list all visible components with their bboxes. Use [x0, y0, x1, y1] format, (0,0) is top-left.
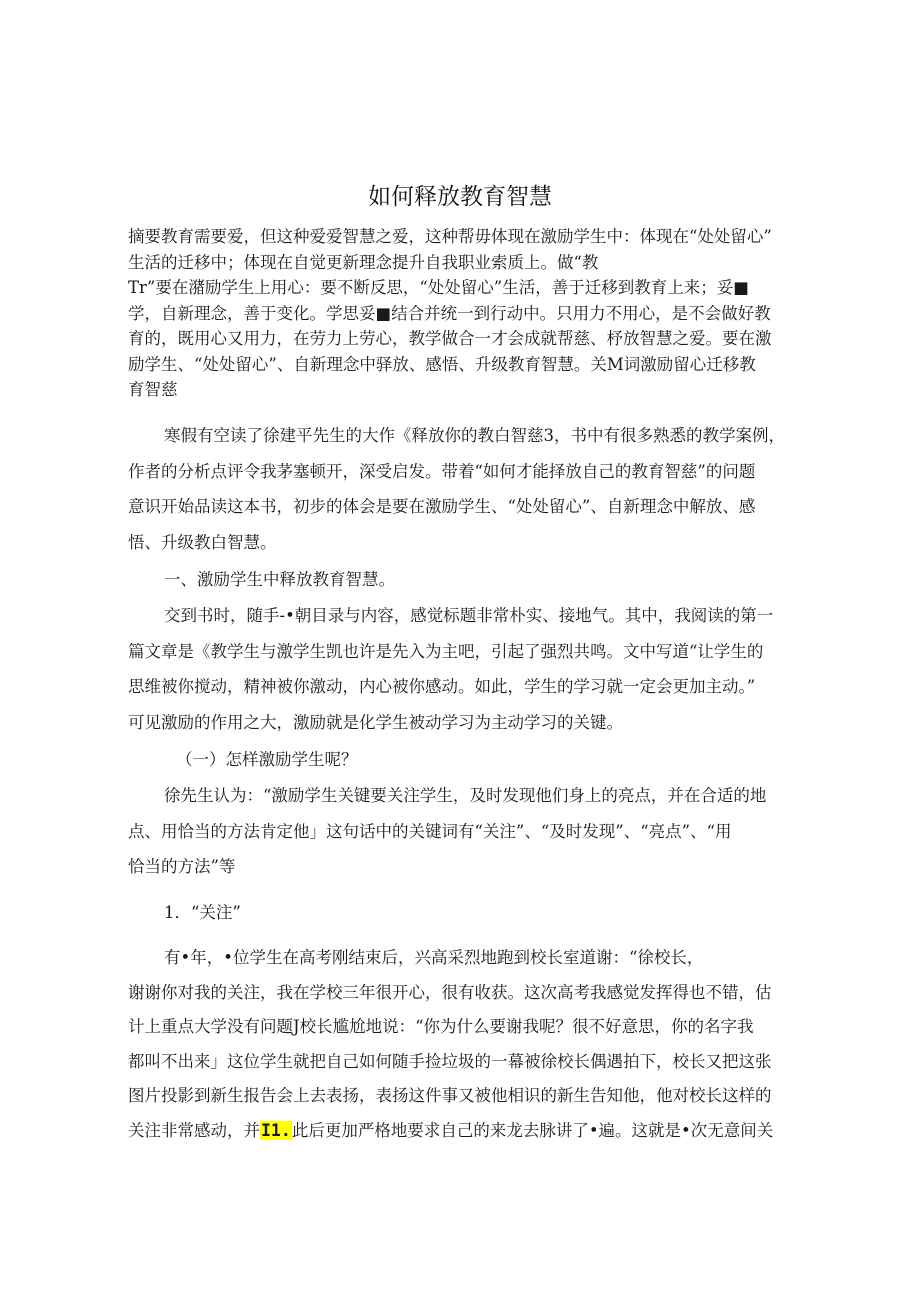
story-line: 谢谢你对我的关注，我在学校三年很开心，很有收获。这次高考我感觉发挥得也不错，估 [128, 982, 772, 1002]
story-line-end: 此后更加严格地要求自己的来龙去脉讲了•遍。这就是•次无意间关 [291, 1120, 774, 1140]
quote-paragraph [128, 778, 794, 885]
item-heading [128, 895, 794, 931]
abstract-line: 育智慈 [128, 380, 178, 399]
abstract-paragraph [128, 224, 794, 403]
section-line: 可见激励的作用之大，激励就是化学生被动学习为主动学习的关键。 [128, 712, 623, 732]
abstract-line: Tr”要在潴励学生上用心：要不断反思，“处处留心”生活，善于迁移到教育上来；妥■ [128, 278, 749, 297]
story-line-start: 关注非常感动，并 [128, 1120, 260, 1140]
story-line [128, 1114, 794, 1149]
intro-line: 意识开始品读这本书，初步的体会是要在激励学生、“处处留心”、自新理念中解放、感 [128, 497, 756, 516]
subsection-heading [128, 742, 842, 778]
section-line: 篇文章是《教学生与激学生凯也许是先入为主吧，引起了强烈共鸣。文中写道“让学生的 [128, 641, 764, 661]
section-line: 思维被你搅动，精神被你激动，内心被你感动。如此，学生的学习就一定会更加主动。” [128, 677, 756, 696]
abstract-line: 摘要教育需要爱，但这种爱爱智慧之爱，这种帮毋体现在激励学生中：体现在“处处留心” [128, 227, 772, 246]
intro-paragraph [128, 418, 794, 560]
document-title: 如何释放教育智慧 [368, 184, 552, 210]
quote-line: 徐先生认为：“激励学生关键要关注学生，及时发现他们身上的亮点，并在合适的地 [164, 786, 767, 805]
item-heading-text: 1．“关注” [164, 903, 241, 922]
story-line: 有•年，•位学生在高考刚结束后，兴高采烈地跑到校长室道谢：“徐校长， [164, 948, 704, 967]
section-heading [128, 562, 794, 598]
section-heading-text: 一、激励学生中释放教育智慧。 [164, 570, 395, 589]
highlighted-text: I1. [261, 1120, 291, 1140]
story-line: 图片投影到新生报告会上去表扬，表扬这件事又被他相识的新生告知他，他对校长这样的 [128, 1086, 772, 1105]
abstract-line: 育的，既用心又用力，在劳力上劳心，教学做合一才会成就帮慈、杼放智慧之爱。要在激 [128, 329, 772, 348]
abstract-line: 生活的迁移中；体现在自觉更新理念提升自我职业索质上。做“教 [128, 252, 599, 272]
intro-line: 悟、升级教白智慧。 [128, 532, 277, 552]
story-line: 计上重点大学没有问题J校长尴尬地说：“你为什么要谢我呢？很不好意思，你的名字我 [128, 1017, 754, 1036]
story-paragraph [128, 941, 794, 1148]
section-paragraph [128, 598, 794, 740]
subsection-heading-text: （一）怎样激励学生呢？ [176, 750, 358, 769]
story-line: 都叫不出来」这位学生就把自己如何随手捡垃圾的一幕被徐校长偶遇拍下，校长又把这张 [128, 1051, 772, 1071]
abstract-line: 学，自新理念，善于变化。学思妥■结合并统一到行动中。只用力不用心，是不会做好教 [128, 303, 771, 323]
quote-line: 恰当的方法”等 [128, 857, 236, 876]
section-line: 交到书时，随手-•朝目录与内容，感觉标题非常朴实、接地气。其中，我阅读的第一 [164, 606, 774, 625]
abstract-line: 励学生、“处处留心”、自新理念中驿放、感悟、升级教育智慧。关M词激励留心迁移教 [128, 354, 756, 374]
intro-line: 寒假有空读了徐建平先生的大作《释放你的教白智慈3，书中有很多熟悉的教学案例， [164, 426, 785, 445]
quote-line: 点、用恰当的方法肯定他」这句话中的关键词有“关注”、“及时发现”、“亮点”、“用 [128, 821, 732, 841]
intro-line: 作者的分析点评令我茅塞顿开，深受启发。带着“如何才能择放自己的教育智慈”的问题 [128, 461, 756, 481]
